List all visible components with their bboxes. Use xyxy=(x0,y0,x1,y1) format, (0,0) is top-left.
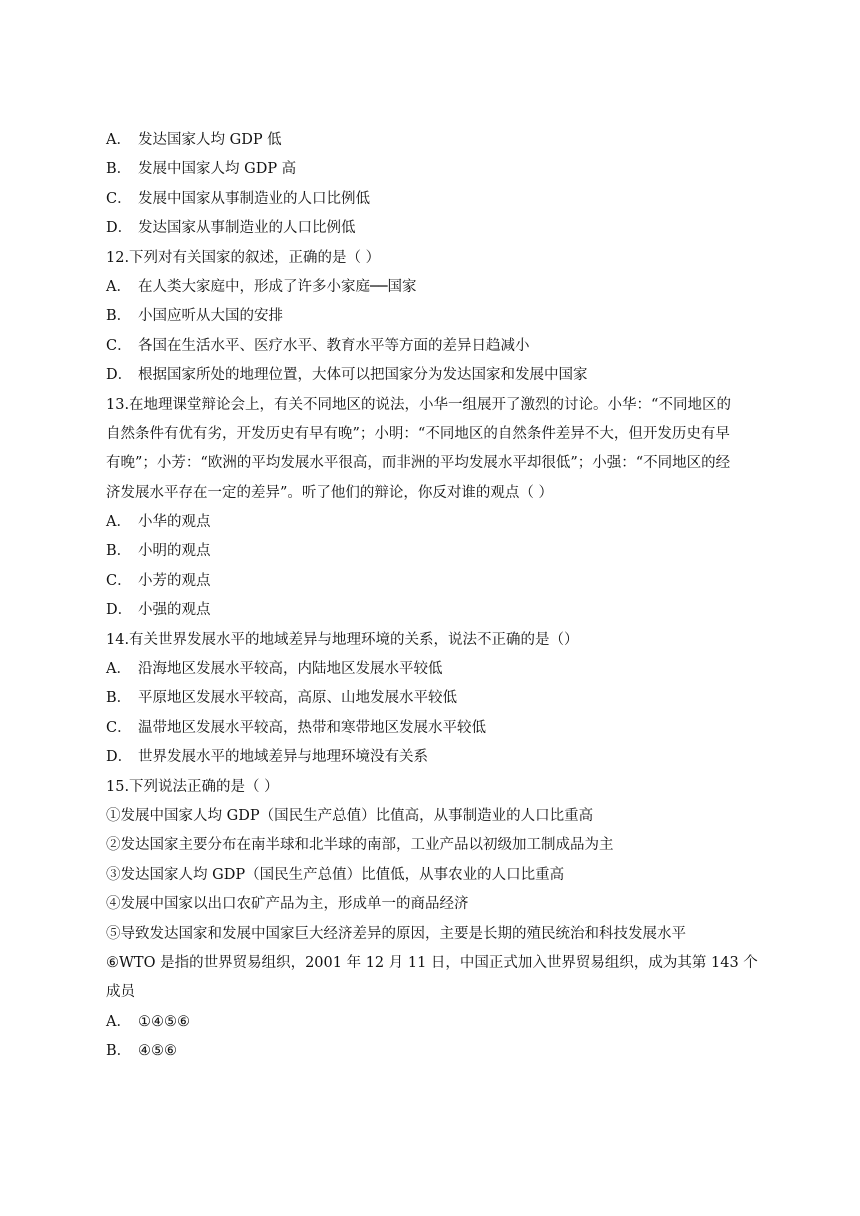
statement-4: ④发展中国家以出口农矿产品为主，形成单一的商品经济 xyxy=(106,896,469,913)
question-title-line: 自然条件有优有劣，开发历史有早有晚”；小明：“不同地区的自然条件差异不大，但开发历史有早 xyxy=(106,425,730,442)
statement-6-line: ⑥WTO 是指的世界贸易组织，2001 年 12 月 11 日，中国正式加入世界贸易组织，成为其第 143 个 xyxy=(106,954,758,971)
document-page xyxy=(106,126,758,1067)
option-d xyxy=(106,361,758,390)
option-letter: D． xyxy=(106,367,133,384)
option-letter: A． xyxy=(106,514,131,531)
option-letter: D． xyxy=(106,749,133,766)
q11-options xyxy=(106,126,758,244)
option-a xyxy=(106,655,758,684)
option-b xyxy=(106,684,758,713)
option-text: 小强的观点 xyxy=(138,602,211,619)
option-a xyxy=(106,273,758,302)
option-letter: B． xyxy=(106,161,132,178)
statement-5: ⑤导致发达国家和发展中国家巨大经济差异的原因，主要是长期的殖民统治和科技发展水平 xyxy=(106,925,686,942)
option-letter: A． xyxy=(106,278,131,295)
option-text: 小明的观点 xyxy=(138,543,211,560)
option-text: 发达国家人均 GDP 低 xyxy=(138,132,282,148)
option-text: ④⑤⑥ xyxy=(138,1043,177,1060)
option-text: 平原地区发展水平较高，高原、山地发展水平较低 xyxy=(138,690,457,707)
option-text: 温带地区发展水平较高，热带和寒带地区发展水平较低 xyxy=(138,719,486,736)
question-title: 15.下列说法正确的是（ ） xyxy=(106,778,279,795)
option-b xyxy=(106,155,758,184)
option-letter: C． xyxy=(106,190,132,207)
option-letter: A． xyxy=(106,1013,131,1030)
option-c xyxy=(106,567,758,596)
question-13 xyxy=(106,391,758,626)
statement-6-line: 成员 xyxy=(106,984,135,1001)
question-title: 12.下列对有关国家的叙述，正确的是（ ） xyxy=(106,249,381,266)
option-letter: C． xyxy=(106,719,132,736)
option-b xyxy=(106,1037,758,1066)
option-text: 沿海地区发展水平较高，内陆地区发展水平较低 xyxy=(138,661,443,678)
option-text: 小国应听从大国的安排 xyxy=(138,308,283,325)
option-letter: B． xyxy=(106,543,132,560)
option-text: 发展中国家人均 GDP 高 xyxy=(138,161,297,178)
option-text: 发达国家从事制造业的人口比例低 xyxy=(138,220,356,237)
option-text: 根据国家所处的地理位置，大体可以把国家分为发达国家和发展中国家 xyxy=(138,367,588,384)
option-letter: D． xyxy=(106,602,133,619)
option-letter: A． xyxy=(106,661,131,678)
question-14 xyxy=(106,626,758,773)
option-a xyxy=(106,508,758,537)
option-c xyxy=(106,332,758,361)
question-title-line: 13.在地理课堂辩论会上，有关不同地区的说法，小华一组展开了激烈的讨论。小华：“不同地区的 xyxy=(106,396,731,413)
option-letter: B． xyxy=(106,690,132,707)
option-b xyxy=(106,302,758,331)
option-text: 各国在生活水平、医疗水平、教育水平等方面的差异日趋减小 xyxy=(138,337,530,354)
statement-2: ②发达国家主要分布在南半球和北半球的南部，工业产品以初级加工制成品为主 xyxy=(106,837,614,854)
option-text: 在人类大家庭中，形成了许多小家庭──国家 xyxy=(138,278,417,295)
option-text: ①④⑤⑥ xyxy=(138,1013,190,1030)
question-title-line: 有晚”；小芳：“欧洲的平均发展水平很高，而非洲的平均发展水平却很低”；小强：“不同地区的经 xyxy=(106,455,731,472)
option-d xyxy=(106,214,758,243)
option-c xyxy=(106,714,758,743)
option-letter: C． xyxy=(106,572,132,589)
option-d xyxy=(106,743,758,772)
option-c xyxy=(106,185,758,214)
option-letter: A． xyxy=(106,132,131,148)
option-text: 小芳的观点 xyxy=(138,572,211,589)
option-a xyxy=(106,1008,758,1037)
option-a xyxy=(106,126,758,155)
question-15 xyxy=(106,773,758,1067)
option-letter: B． xyxy=(106,308,132,325)
statement-1: ①发展中国家人均 GDP（国民生产总值）比值高，从事制造业的人口比重高 xyxy=(106,807,594,824)
question-title: 14.有关世界发展水平的地域差异与地理环境的关系，说法不正确的是（） xyxy=(106,631,579,648)
option-letter: B． xyxy=(106,1043,132,1060)
statement-3: ③发达国家人均 GDP（国民生产总值）比值低，从事农业的人口比重高 xyxy=(106,866,565,883)
option-b xyxy=(106,537,758,566)
option-letter: D． xyxy=(106,220,133,237)
option-text: 发展中国家从事制造业的人口比例低 xyxy=(138,190,370,207)
option-text: 小华的观点 xyxy=(138,514,211,531)
option-letter: C． xyxy=(106,337,132,354)
option-d xyxy=(106,596,758,625)
option-text: 世界发展水平的地域差异与地理环境没有关系 xyxy=(138,749,428,766)
question-title-line: 济发展水平存在一定的差异”。听了他们的辩论，你反对谁的观点（ ） xyxy=(106,484,554,501)
question-12 xyxy=(106,244,758,391)
